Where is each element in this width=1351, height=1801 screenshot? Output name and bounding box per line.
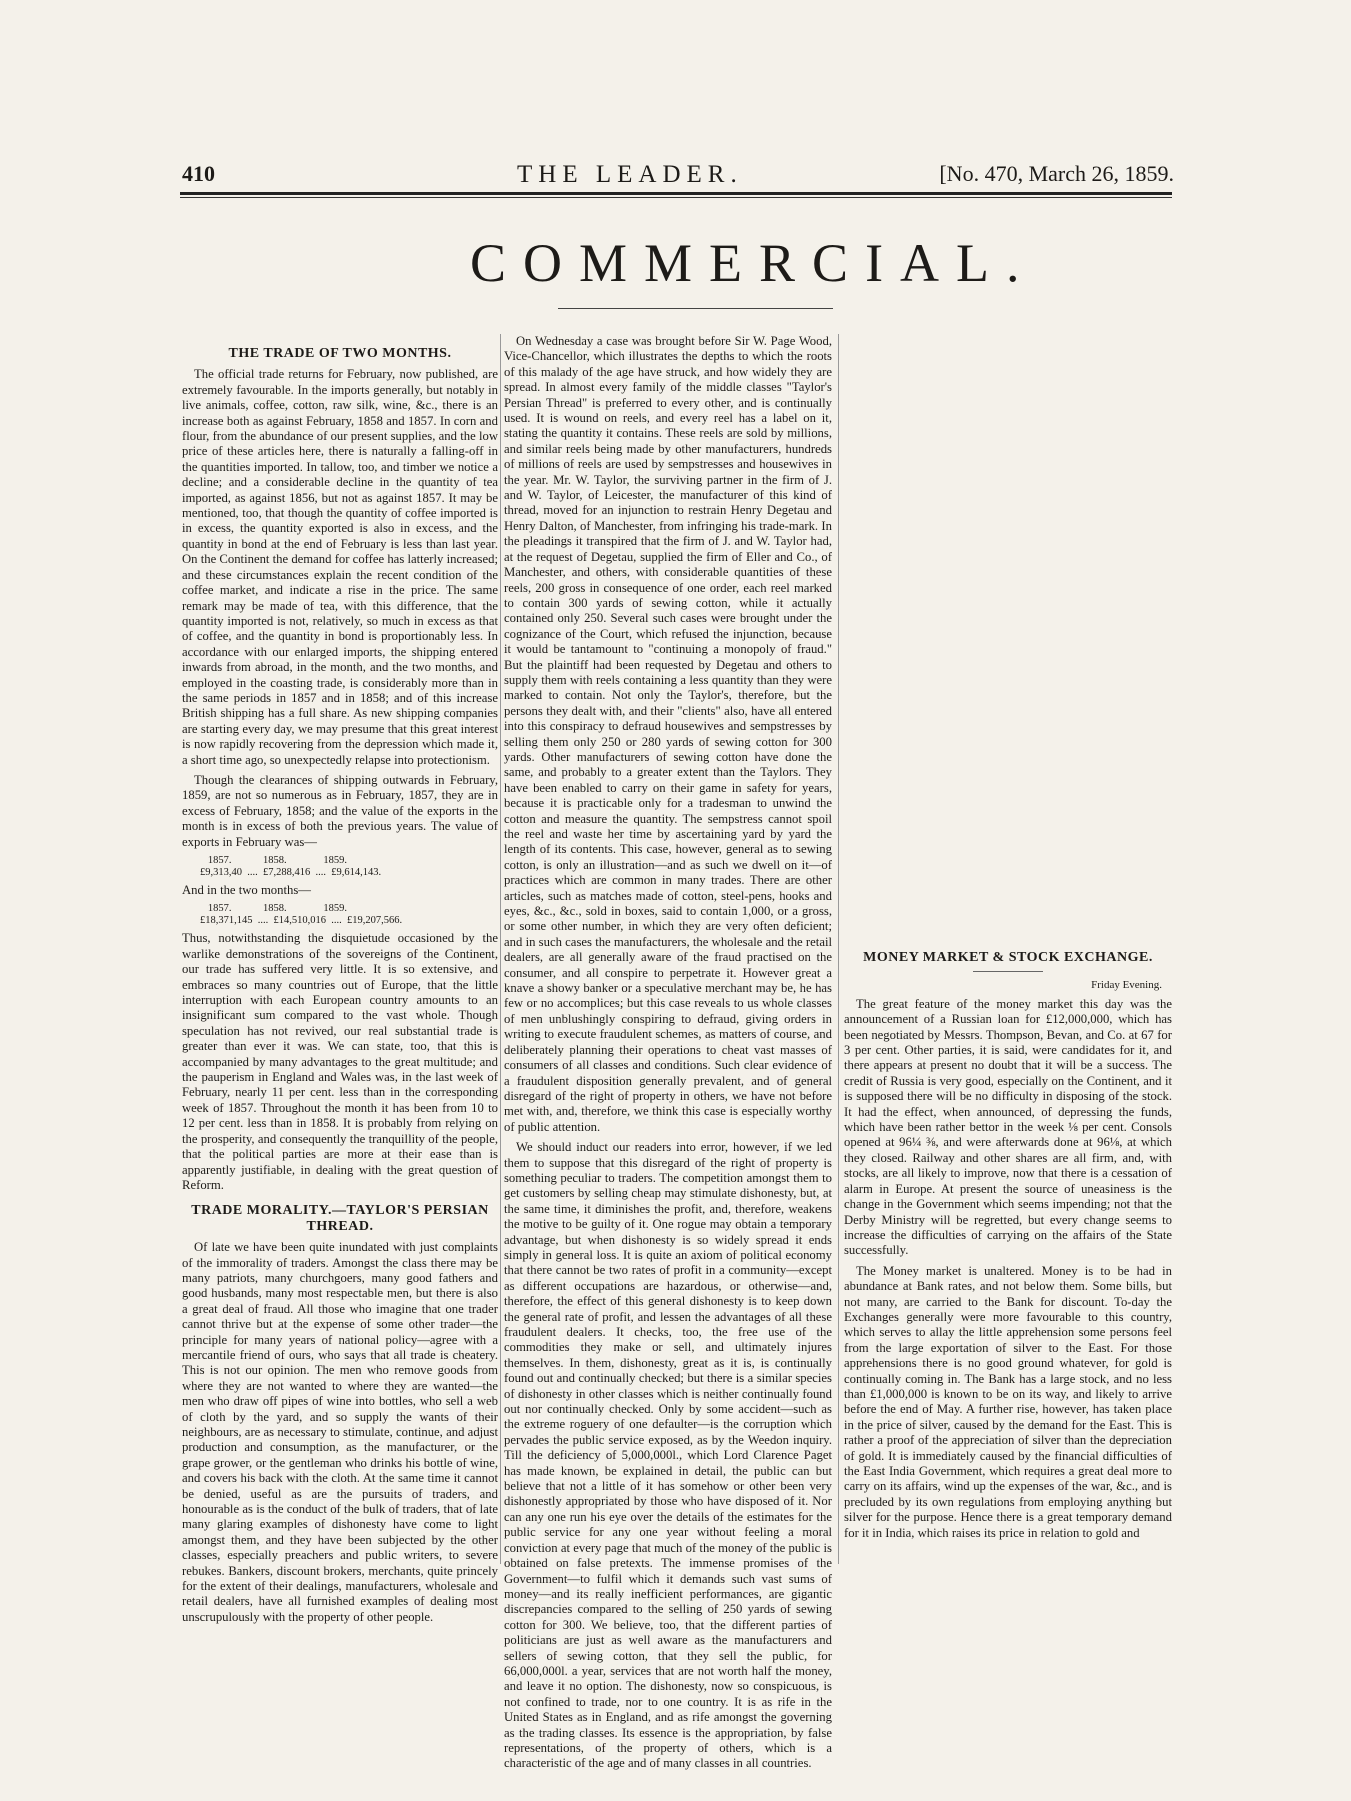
page-number: 410 [182, 161, 215, 186]
section-title-rule [558, 308, 833, 309]
paragraph: Thus, notwithstanding the disquietude occasioned by the warlike demonstrations of the sovereigns of the Continent, our trade has suffered very little. It is so extensive, and embraces so many countries out of Europe, that the little interruption with each European country amounts to an insignificant sum compared to the vast whole. Though speculation has not revived, our real substantial trade is greater than ever it was. We can state, too, that this is accompanied by many advantages to the great multitude; and the pauperism in England and Wales was, in the last week of February, nearly 11 per cent. less than in the corresponding week of 1857. Throughout the month it has been from 10 to 12 per cent. less than in 1858. It is probably from relying on the prosperity, and consequently the tranquillity of the people, that the political parties are more at their ease than is apparently justifiable, in dealing with the great question of Reform. [182, 931, 498, 1192]
exports-two-months-figures: 1857. 1858. 1859. £18,371,145 .... £14,510,016 .... £19,207,566. [200, 903, 403, 927]
paragraph: On Wednesday a case was brought before Sir W. Page Wood, Vice-Chancellor, which illustrates the depths to which the roots of this malady of the age have struck, and how widely they are spread. In almost every family of the middle classes "Taylor's Persian Thread" is preferred to every other, and is continually used. It is wound on reels, and every reel has a label on it, stating the quantity it contains. These reels are sold by millions, and similar reels being made by other manufacturers, hundreds of millions of reels are used by sempstresses and housewives in the year. Mr. W. Taylor, the surviving partner in the firm of J. and W. Taylor, of Leicester, the manufacturer of this kind of thread, moved for an injunction to restrain Henry Degetau and Henry Dalton, of Manchester, from infringing his trade-mark. In the pleadings it transpired that the firm of J. and W. Taylor had, at the request of Degetau, supplied the firm of Eller and Co., of Manchester, and others, with considerable quantities of these reels, 200 gross in consequence of one order, each reel marked to contain 300 yards of sewing cotton, while it actually contained only 250. Several such cases were brought under the cognizance of the Court, which refused the injunction, because it would be tantamount to "continuing a monopoly of fraud." But the plaintiff had been requested by Degetau and others to supply them with reels containing a less quantity than they were marked to contain. Not only the Taylor's, therefore, but the persons they dealt with, and their "clients" also, have all entered into this conspiracy to defraud housewives and sempstresses by selling them only 250 or 280 yards of sewing cotton for 300 yards. Other manufacturers of sewing cotton have done the same, and probably to a greater extent than the Taylors. They have been enabled to carry on their game in safety for years, because it is practicable only for a tradesman to unwind the cotton and measure the quantity. The sempstress cannot spoil the reel and waste her time by ascertaining yard by yard the length of its contents. This case, however, general as to sewing cotton, is only an illustration—and as such we dwell on it—of practices which are common in many trades. There are other articles, such as matches made of cotton, steel-pens, hooks and eyes, &c., &c., sold in boxes, said to contain 1,000, or a gross, or some other number, in which they are very often deficient; and in such cases the manufacturers, the wholesale and the retail dealers, are all generally aware of the fraud practised on the consumer, and all conspire to perpetrate it. However great a knave a showy banker or a speculative merchant may be, he has few or no accomplices; but this case reveals to us whole classes of men unblushingly conspiring to defraud, giving orders in writing to execute fraudulent schemes, as matters of course, and deliberately planning their operations to cheat vast masses of consumers of all classes and conditions. Such clear evidence of a fraudulent disposition generally prevalent, and of general disregard of the right of property in others, we have not before met with, and, therefore, we think this case is especially worthy of public attention. [504, 334, 832, 1134]
article-heading-trade-two-months: THE TRADE OF TWO MONTHS. [228, 346, 452, 361]
paragraph: Of late we have been quite inundated with just complaints of the immorality of traders. Amongst the class there may be many patriots, many churchgoers, many good fathers and good husbands, many most respectable men, but there is also a great deal of fraud. All those who imagine that one trader cannot thrive but at the expense of some other trader—the principle for many years of national policy—agree with a mercantile friend of ours, who says that all trade is cheatery. This is not our opinion. The men who remove goods from where they are not wanted to where they are wanted—the men who draw off pipes of wine into bottles, who sell a web of cloth by the yard, and so supply the wants of their neighbours, are as necessary to stimulate, continue, and adjust production and consumption, as the manufacturer, or the grape grower, or the gentleman who drinks his bottle of wine, and covers his back with the cloth. At the same time it cannot be denied, useful as are the pursuits of traders, and honourable as is the conduct of the bulk of traders, that of late many glaring examples of dishonesty have come to light amongst them, and they have been subjected by the other classes, especially preachers and public writers, to severe rebukes. Bankers, discount brokers, merchants, quite princely for the extent of their dealings, manufacturers, wholesale and retail dealers, have all furnished examples of dealing most unscrupulously with the property of other people. [182, 1240, 498, 1624]
masthead [182, 161, 1174, 191]
paragraph: The official trade returns for February, now published, are extremely favourable. In the imports generally, but notably in live animals, coffee, cotton, raw silk, wine, &c., there is an increase both as against February, 1858 and 1857. In corn and flour, from the abundance of our present supplies, and the low price of these articles here, there is naturally a falling-off in the quantities imported. In tallow, too, and timber we notice a decline; and a considerable decline in the quantity of tea imported, as against 1856, but not as against 1857. It may be mentioned, too, that though the quantity of coffee imported is in excess, the quantity exported is also in excess, and the quantity in bond at the end of February is less than last year. On the Continent the demand for coffee has latterly increased; and these circumstances explain the recent condition of the coffee market, and indicate a rise in the price. The same remark may be made of tea, with this difference, that the quantity imported is not, relatively, so much in excess as that of coffee, and the quantity in bond is proportionably less. In accordance with our enlarged imports, the shipping entered inwards from abroad, in the month, and the two months, and employed in the coasting trade, is considerably more than in the same periods in 1857 and in 1858; and of this increase British shipping has a full share. As new shipping companies are starting every day, we may presume that this great interest is now rapidly recovering from the depression which made it, a short time ago, so unexpectedly relapse into protectionism. [182, 367, 498, 767]
paragraph: And in the two months— [182, 883, 311, 897]
masthead-rule [180, 192, 1172, 195]
section-title: COMMERCIAL. [470, 233, 1037, 293]
article-heading-trade-morality: TRADE MORALITY.—TAYLOR'S PERSIAN THREAD. [191, 1203, 489, 1234]
dateline: Friday Evening. [1091, 979, 1162, 992]
masthead-rule-thin [180, 197, 1172, 198]
paper-title: THE LEADER. [517, 161, 743, 188]
column-2 [504, 334, 832, 1777]
paragraph: We should induct our readers into error, however, if we led them to suppose that this disregard of the right of property is something peculiar to traders. The competition amongst them to get customers by selling cheap may stimulate dishonesty, but, at the same time, it diminishes the profit, and, therefore, weakens the motive to be guilty of it. One rogue may obtain a temporary advantage, but when dishonesty is so widely spread it ends simply in general loss. It is quite an axiom of political economy that there cannot be two rates of profit in a community—except as different occupations are hazardous, or otherwise—and, therefore, the effect of this general dishonesty is to keep down the general rate of profit, and lessen the advantages of all these fraudulent dealers. It checks, too, the free use of the commodities they make or sell, and ultimately injures themselves. In them, dishonesty, great as it is, is continually found out and continually checked; but there is a similar species of dishonesty in other classes which is neither continually found out nor continually checked. Only by some accident—such as the extreme roguery of one defaulter—is the corruption which pervades the public service exposed, as by the Weedon inquiry. Till the deficiency of 5,000,000l., which Lord Clarence Paget has made known, be explained in detail, the public can but believe that not a little of it has somehow or other been very dishonestly appropriated by those who have disposed of it. Nor can any one run his eye over the details of the estimates for the public service for any one year without feeling a moral conviction at every page that much of the money of the public is obtained on false pretexts. The immense promises of the Government—to fulfil which it demands such vast sums of money—and its really inefficient performances, are gigantic discrepancies compared to the selling of 250 yards of sewing cotton for 300. We believe, too, that the different parties of politicians are just as well aware as the manufacturers and sellers of sewing cotton, that they sell the public, for 66,000,000l. a year, services that are not worth half the money, and leave it no option. The dishonesty, now so conspicuous, is not confined to trade, nor to one country. It is as rife in the United States as in England, and as rife amongst the governing as the trading classes. Its essence is the appropriation, by false representations, of the property of others, which is a characteristic of the age and of many classes in all countries. [504, 1140, 832, 1771]
issue-line: [No. 470, March 26, 1859. [939, 161, 1174, 186]
article-heading-money-market: MONEY MARKET & STOCK EXCHANGE. [863, 950, 1153, 965]
column-1 [182, 334, 498, 1630]
paragraph: The Money market is unaltered. Money is to be had in abundance at Bank rates, and not below them. Some bills, but not many, are carried to the Bank for discount. To-day the Exchanges generally were more favourable to this country, which serves to allay the little apprehension some persons feel from the large exportation of silver to the East. For those apprehensions there is no good ground whatever, for gold is continually coming in. The Bank has a large stock, and no less than £1,000,000 is known to be on its way, and likely to arrive before the end of May. A further rise, however, has taken place in the price of silver, caused by the demand for the East. This is rather a proof of the appreciation of silver than the depreciation of gold. It is immediately caused by the financial difficulties of the East India Government, which requires a great deal more to carry on its affairs, wind up the expenses of the war, &c., and is precluded by its own regulations from employing anything but silver for the purpose. Hence there is a great temporary demand for it in India, which raises its price in relation to gold and [844, 1263, 1172, 1540]
paragraph: Though the clearances of shipping outwards in February, 1859, are not so numerous as in February, 1857, they are in excess of February, 1858; and the value of the exports in the month is in excess of both the previous years. The value of exports in February was— [182, 772, 498, 849]
column-divider-1 [500, 334, 501, 1564]
column-divider-2 [838, 334, 839, 1564]
heading-rule [973, 971, 1043, 972]
column-3 [844, 334, 1172, 1546]
paragraph: The great feature of the money market this day was the announcement of a Russian loan for £12,000,000, which has been negotiated by Messrs. Thompson, Bevan, and Co. at 67 for 3 per cent. Other parties, it is said, were candidates for it, and there appears at present no doubt that it will be a success. The credit of Russia is very good, especially on the Continent, and it is supposed there will be no difficulty in disposing of the stock. It had the effect, when announced, of depressing the funds, which have been rather bettor in the week ⅛ per cent. Consols opened at 96¼ ⅜, and were afterwards done at 96⅛, at which they closed. Railway and other shares are all firm, and, with stocks, are all likely to improve, now that there is a cessation of alarm in Europe. At present the source of uneasiness is the change in the Government which seems impending; not that the Derby Ministry will be regretted, but every change seems to increase the difficulties of carrying on the affairs of the State successfully. [844, 996, 1172, 1258]
exports-february-figures: 1857. 1858. 1859. £9,313,40 .... £7,288,416 .... £9,614,143. [200, 855, 382, 878]
